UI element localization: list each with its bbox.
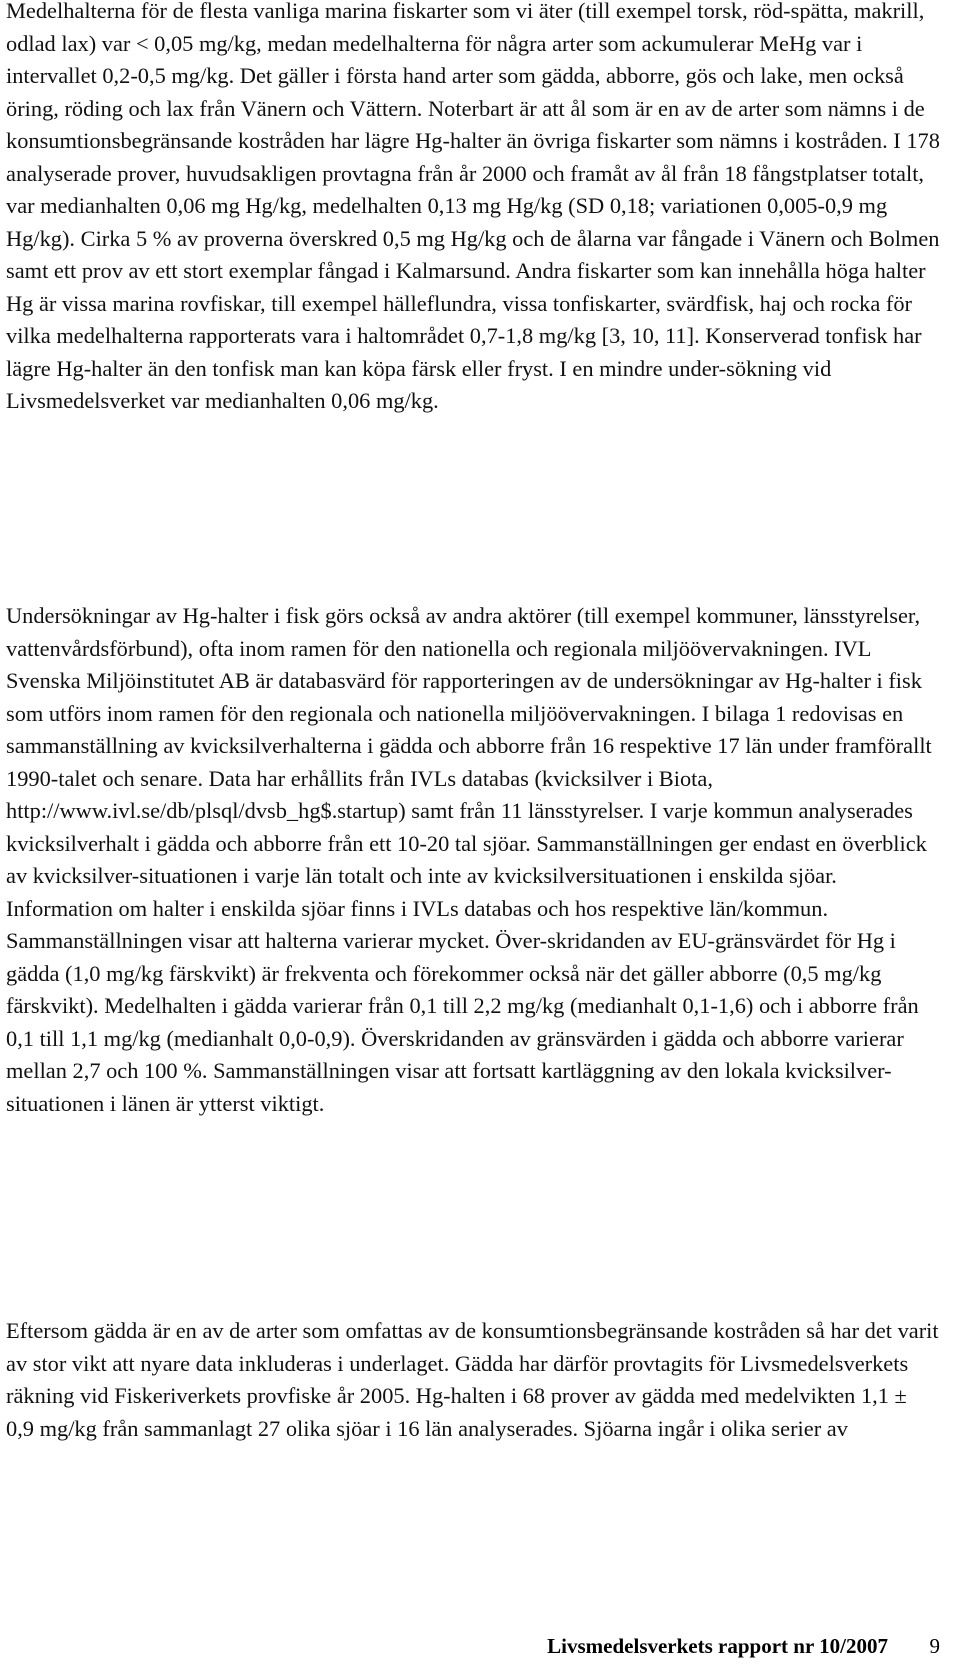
- footer-page-number: 9: [929, 1634, 940, 1658]
- paragraph-1: Medelhalterna för de flesta vanliga marina fiskarter som vi äter (till exempel torsk, röd-spätta, makrill, odlad lax) var < 0,05 mg/kg, medan medelhalterna för några arter som ackumulerar MeHg var i intervallet 0,2-0,5 mg/kg. Det gäller i första hand arter som gädda, abborre, gös och lake, men också öring, röding och lax från Vänern och Vättern. Noterbart är att ål som är en av de arter som nämns i de konsumtionsbegränsande kostråden har lägre Hg-halter än övriga fiskarter som nämns i kostråden. I 178 analyserade prover, huvudsakligen provtagna från år 2000 och framåt av ål från 18 fångstplatser totalt, var medianhalten 0,06 mg Hg/kg, medelhalten 0,13 mg Hg/kg (SD 0,18; variationen 0,005-0,9 mg Hg/kg). Cirka 5 % av proverna överskred 0,5 mg Hg/kg och de ålarna var fångade i Vänern och Bolmen samt ett prov av ett stort exemplar fångad i Kalmarsund. Andra fiskarter som kan innehålla höga halter Hg är vissa marina rovfiskar, till exempel hälleflundra, vissa tonfiskarter, svärdfisk, haj och rocka för vilka medelhalterna rapporterats vara i haltområdet 0,7-1,8 mg/kg [3, 10, 11]. Konserverad tonfisk har lägre Hg-halter än den tonfisk man kan köpa färsk eller fryst. I en mindre under-sökning vid Livsmedelsverket var medianhalten 0,06 mg/kg.: [6, 0, 940, 413]
- page-footer: [0, 1634, 960, 1664]
- footer-report-title: Livsmedelsverkets rapport nr 10/2007: [547, 1634, 888, 1658]
- paragraph-3: Eftersom gädda är en av de arter som omfattas av de konsumtionsbegränsande kostråden så har det varit av stor vikt att nyare data inkluderas i underlaget. Gädda har därför provtagits för Livsmedelsverkets räkning vid Fiskeriverkets provfiske år 2005. Hg-halten i 68 prover av gädda med medelvikten 1,1 ± 0,9 mg/kg från sammanlagt 27 olika sjöar i 16 län analyserades. Sjöarna ingår i olika serier av: [6, 1318, 939, 1441]
- paragraph-2: Undersökningar av Hg-halter i fisk görs också av andra aktörer (till exempel kommuner, länsstyrelser, vattenvårdsförbund), ofta inom ramen för den nationella och regionala miljöövervakningen. IVL Svenska Miljöinstitutet AB är databasvärd för rapporteringen av de undersökningar av Hg-halter i fisk som utförs inom ramen för den regionala och nationella miljöövervakningen. I bilaga 1 redovisas en sammanställning av kvicksilverhalterna i gädda och abborre från 16 respektive 17 län under framförallt 1990-talet och senare. Data har erhållits från IVLs databas (kvicksilver i Biota, http://www.ivl.se/db/plsql/dvsb_hg$.startup) samt från 11 länsstyrelser. I varje kommun analyserades kvicksilverhalt i gädda och abborre från ett 10-20 tal sjöar. Sammanställningen ger endast en överblick av kvicksilver-situationen i varje län totalt och inte av kvicksilversituationen i enskilda sjöar. Information om halter i enskilda sjöar finns i IVLs databas och hos respektive län/kommun. Sammanställningen visar att halterna varierar mycket. Över-skridanden av EU-gränsvärdet för Hg i gädda (1,0 mg/kg färskvikt) är frekventa och förekommer också när det gäller abborre (0,5 mg/kg färskvikt). Medelhalten i gädda varierar från 0,1 till 2,2 mg/kg (medianhalt 0,1-1,6) och i abborre från 0,1 till 1,1 mg/kg (medianhalt 0,0-0,9). Överskridanden av gränsvärden i gädda och abborre varierar mellan 2,7 och 100 %. Sammanställningen visar att fortsatt kartläggning av den lokala kvicksilver-situationen i länen är ytterst viktigt.: [6, 603, 932, 1116]
